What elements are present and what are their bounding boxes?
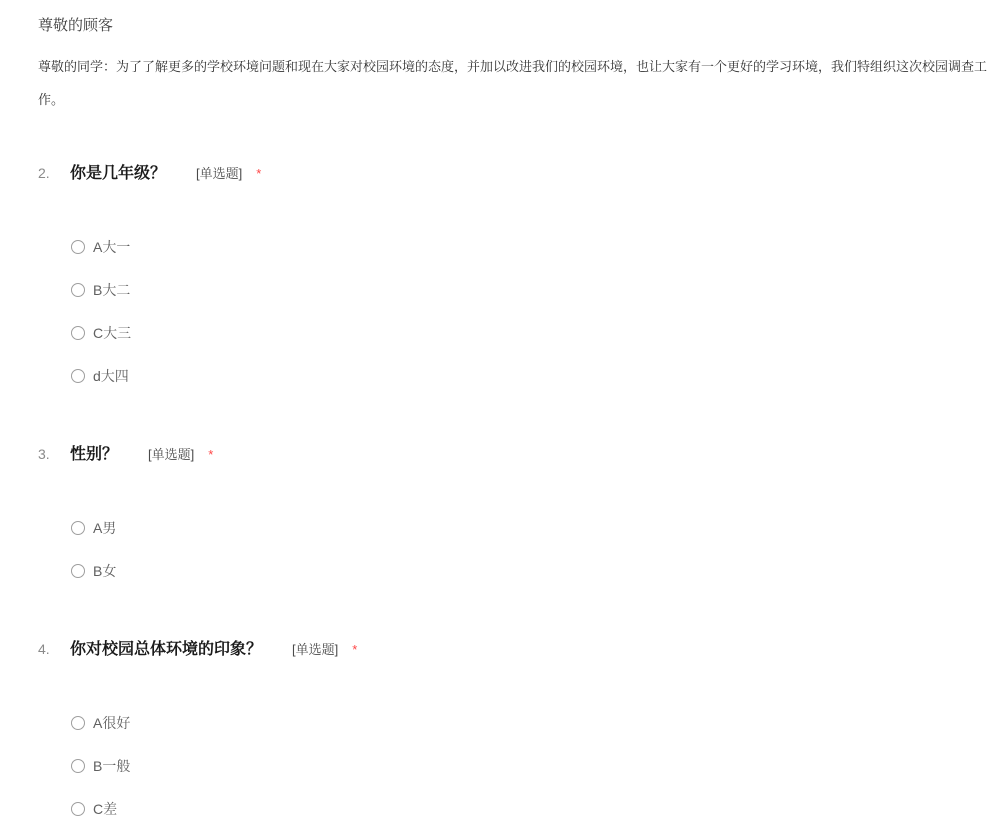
option-row[interactable] — [71, 354, 900, 397]
option-row[interactable] — [71, 744, 900, 787]
question-grade — [38, 160, 900, 397]
option-row[interactable] — [71, 225, 900, 268]
radio-button[interactable] — [71, 802, 85, 816]
intro-line-1: 尊敬的同学：为了了解更多的学校环境问题和现在大家对校园环境的态度，并加以改进我们的校园环境，也让大家有一个更好的学习环境，我们特组织这次校园调查工 — [38, 59, 987, 74]
option-row[interactable] — [71, 787, 900, 830]
option-label: B大二 — [93, 281, 131, 298]
question-type-tag: [单选题] — [292, 642, 339, 657]
question-type-tag: [单选题] — [148, 447, 195, 462]
question-title: 你对校园总体环境的印象？ — [70, 641, 263, 658]
options-group — [71, 506, 900, 592]
option-row[interactable] — [71, 549, 900, 592]
option-row[interactable] — [71, 506, 900, 549]
intro-line-2: 作。 — [38, 92, 65, 107]
question-number: 2. — [38, 165, 50, 181]
option-label: d大四 — [93, 367, 129, 384]
question-title: 你是几年级？ — [70, 165, 167, 182]
question-number: 3. — [38, 446, 50, 462]
option-label: C差 — [93, 800, 118, 817]
radio-button[interactable] — [71, 564, 85, 578]
required-asterisk: * — [208, 447, 214, 462]
option-label: A男 — [93, 519, 117, 536]
option-label: C大三 — [93, 324, 132, 341]
radio-button[interactable] — [71, 716, 85, 730]
radio-button[interactable] — [71, 759, 85, 773]
options-group — [71, 701, 900, 830]
page-title: 尊敬的顾客 — [38, 17, 114, 34]
options-group — [71, 225, 900, 397]
radio-button[interactable] — [71, 240, 85, 254]
option-label: A大一 — [93, 238, 131, 255]
radio-button[interactable] — [71, 326, 85, 340]
required-asterisk: * — [256, 166, 262, 181]
radio-button[interactable] — [71, 369, 85, 383]
required-asterisk: * — [352, 642, 358, 657]
question-header — [38, 160, 900, 187]
option-label: A很好 — [93, 714, 131, 731]
question-campus-impression — [38, 636, 900, 830]
radio-button[interactable] — [71, 521, 85, 535]
option-label: B一般 — [93, 757, 131, 774]
option-row[interactable] — [71, 268, 900, 311]
option-row[interactable] — [71, 701, 900, 744]
survey-intro — [38, 50, 987, 116]
question-header — [38, 636, 900, 663]
question-type-tag: [单选题] — [196, 166, 243, 181]
question-title: 性别？ — [70, 446, 119, 463]
radio-button[interactable] — [71, 283, 85, 297]
option-row[interactable] — [71, 311, 900, 354]
option-label: B女 — [93, 562, 117, 579]
question-number: 4. — [38, 641, 50, 657]
question-header — [38, 441, 900, 468]
question-gender — [38, 441, 900, 592]
